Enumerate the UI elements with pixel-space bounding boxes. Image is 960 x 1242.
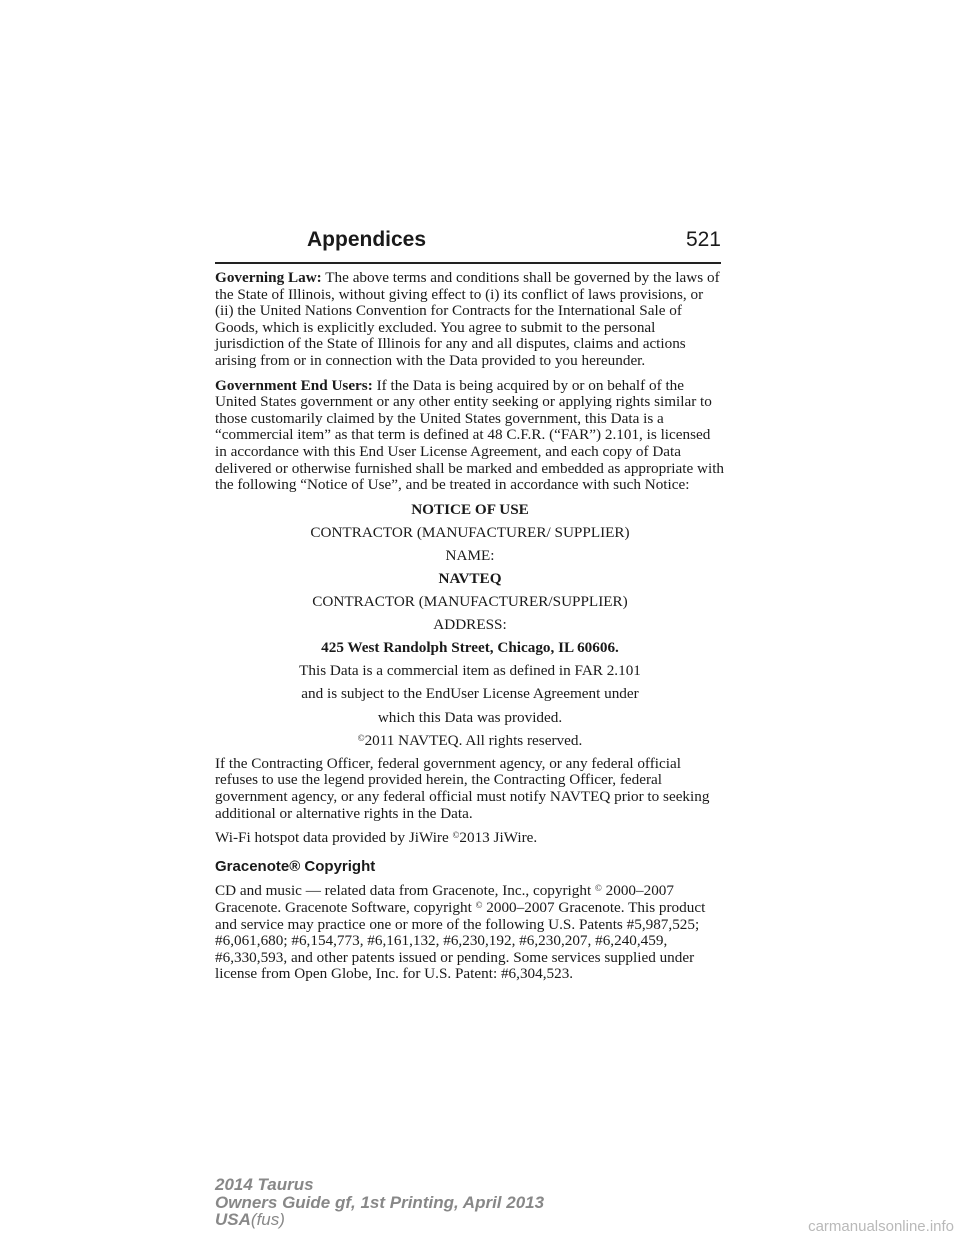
governing-law-paragraph <box>215 270 725 370</box>
gracenote-text-3: 2000–2007 Gracenote. This product and service may practice one or more of the following U.S. Patents #5,987,525; #6,061,680; #6,154,773, #6,161,132, #6,230,192, #6,230,207, #6,240,459, #6,330,593, and other patents issued or pending. Some services supplied under license from Open Globe, Inc. for U.S. Patent: #6,304,523. <box>215 898 706 983</box>
gracenote-text-2: 2000–2007 Gracenote. Gracenote Software, copyright <box>215 882 674 916</box>
section-title: Appendices <box>307 228 427 251</box>
notice-of-use-block <box>215 502 725 750</box>
copyright-symbol: © <box>357 732 365 743</box>
site-watermark: carmanualsonline.info <box>808 1218 954 1235</box>
footer-region-code: USA <box>215 1210 251 1230</box>
wifi-paragraph <box>215 830 725 847</box>
notice-address-label: ADDRESS: <box>433 616 507 634</box>
notice-line-license: and is subject to the EndUser License Agreement under <box>301 685 639 703</box>
notice-contractor-name-label: CONTRACTOR (MANUFACTURER/ SUPPLIER) <box>310 523 630 541</box>
page-header <box>215 226 721 264</box>
page-number: 521 <box>685 228 721 251</box>
gracenote-copyright-symbol-2: © <box>475 899 483 910</box>
notice-copyright <box>215 733 725 750</box>
notice-contractor-address-label: CONTRACTOR (MANUFACTURER/SUPPLIER) <box>312 593 628 611</box>
notice-address-value: 425 West Randolph Street, Chicago, IL 60606. <box>321 639 619 657</box>
notice-line-commercial-item: This Data is a commercial item as defined in FAR 2.101 <box>299 662 641 680</box>
footer-region-suffix: (fus) <box>250 1210 285 1230</box>
notice-copyright-text: 2011 NAVTEQ. All rights reserved. <box>364 731 583 749</box>
contracting-officer-paragraph: If the Contracting Officer, federal government agency, or any federal official refuses to use the legend provided herein, the Contracting Officer, federal government agency, or any federal official must notify NAVTEQ prior to seeking additional or alternative rights in the Data. <box>215 754 710 822</box>
governing-law-label: Governing Law: <box>215 269 322 286</box>
notice-line-provided: which this Data was provided. <box>377 708 563 726</box>
government-end-users-label: Government End Users: <box>215 376 373 394</box>
wifi-year: 2013 JiWire. <box>459 829 538 847</box>
notice-name-value: NAVTEQ <box>438 570 502 587</box>
government-end-users-text: If the Data is being acquired by or on behalf of the United States government or any other entity seeking or applying rights similar to those customarily claimed by the United States government, this Data is a “commercial item” as that term is defined at 48 C.F.R. (“FAR”) 2.101, is licensed in accordance with this End User License Agreement, and each copy of Data delivered or otherwise furnished shall be marked and embedded as appropriate with the following “Notice of Use”, and be treated in accordance with such Notice: <box>215 376 725 494</box>
footer-guide-info: Owners Guide gf, 1st Printing, April 2013 <box>215 1192 545 1212</box>
wifi-text: Wi-Fi hotspot data provided by JiWire <box>215 829 453 847</box>
gracenote-text-1: CD and music — related data from Gracenote, Inc., copyright <box>215 882 595 900</box>
wifi-copyright-symbol: © <box>452 830 460 841</box>
government-end-users-paragraph <box>215 378 725 494</box>
gracenote-paragraph <box>215 883 725 983</box>
notice-title: NOTICE OF USE <box>411 500 529 518</box>
notice-name-label: NAME: <box>445 546 495 564</box>
gracenote-copyright-symbol-1: © <box>594 883 602 894</box>
page-footer <box>215 1176 544 1229</box>
footer-model: 2014 Taurus <box>215 1175 314 1194</box>
gracenote-heading: Gracenote® Copyright <box>215 857 376 875</box>
governing-law-text: The above terms and conditions shall be governed by the laws of the State of Illinois, without giving effect to (i) its conflict of laws provisions, or (ii) the United Nations Convention for Contracts for the International Sale of Goods, which is explicitly excluded. You agree to submit to the personal jurisdiction of the State of Illinois for any and all disputes, claims and actions arising from or in connection with the Data provided to you hereunder. <box>215 269 720 369</box>
page-content <box>215 270 725 991</box>
footer-region <box>215 1211 544 1229</box>
